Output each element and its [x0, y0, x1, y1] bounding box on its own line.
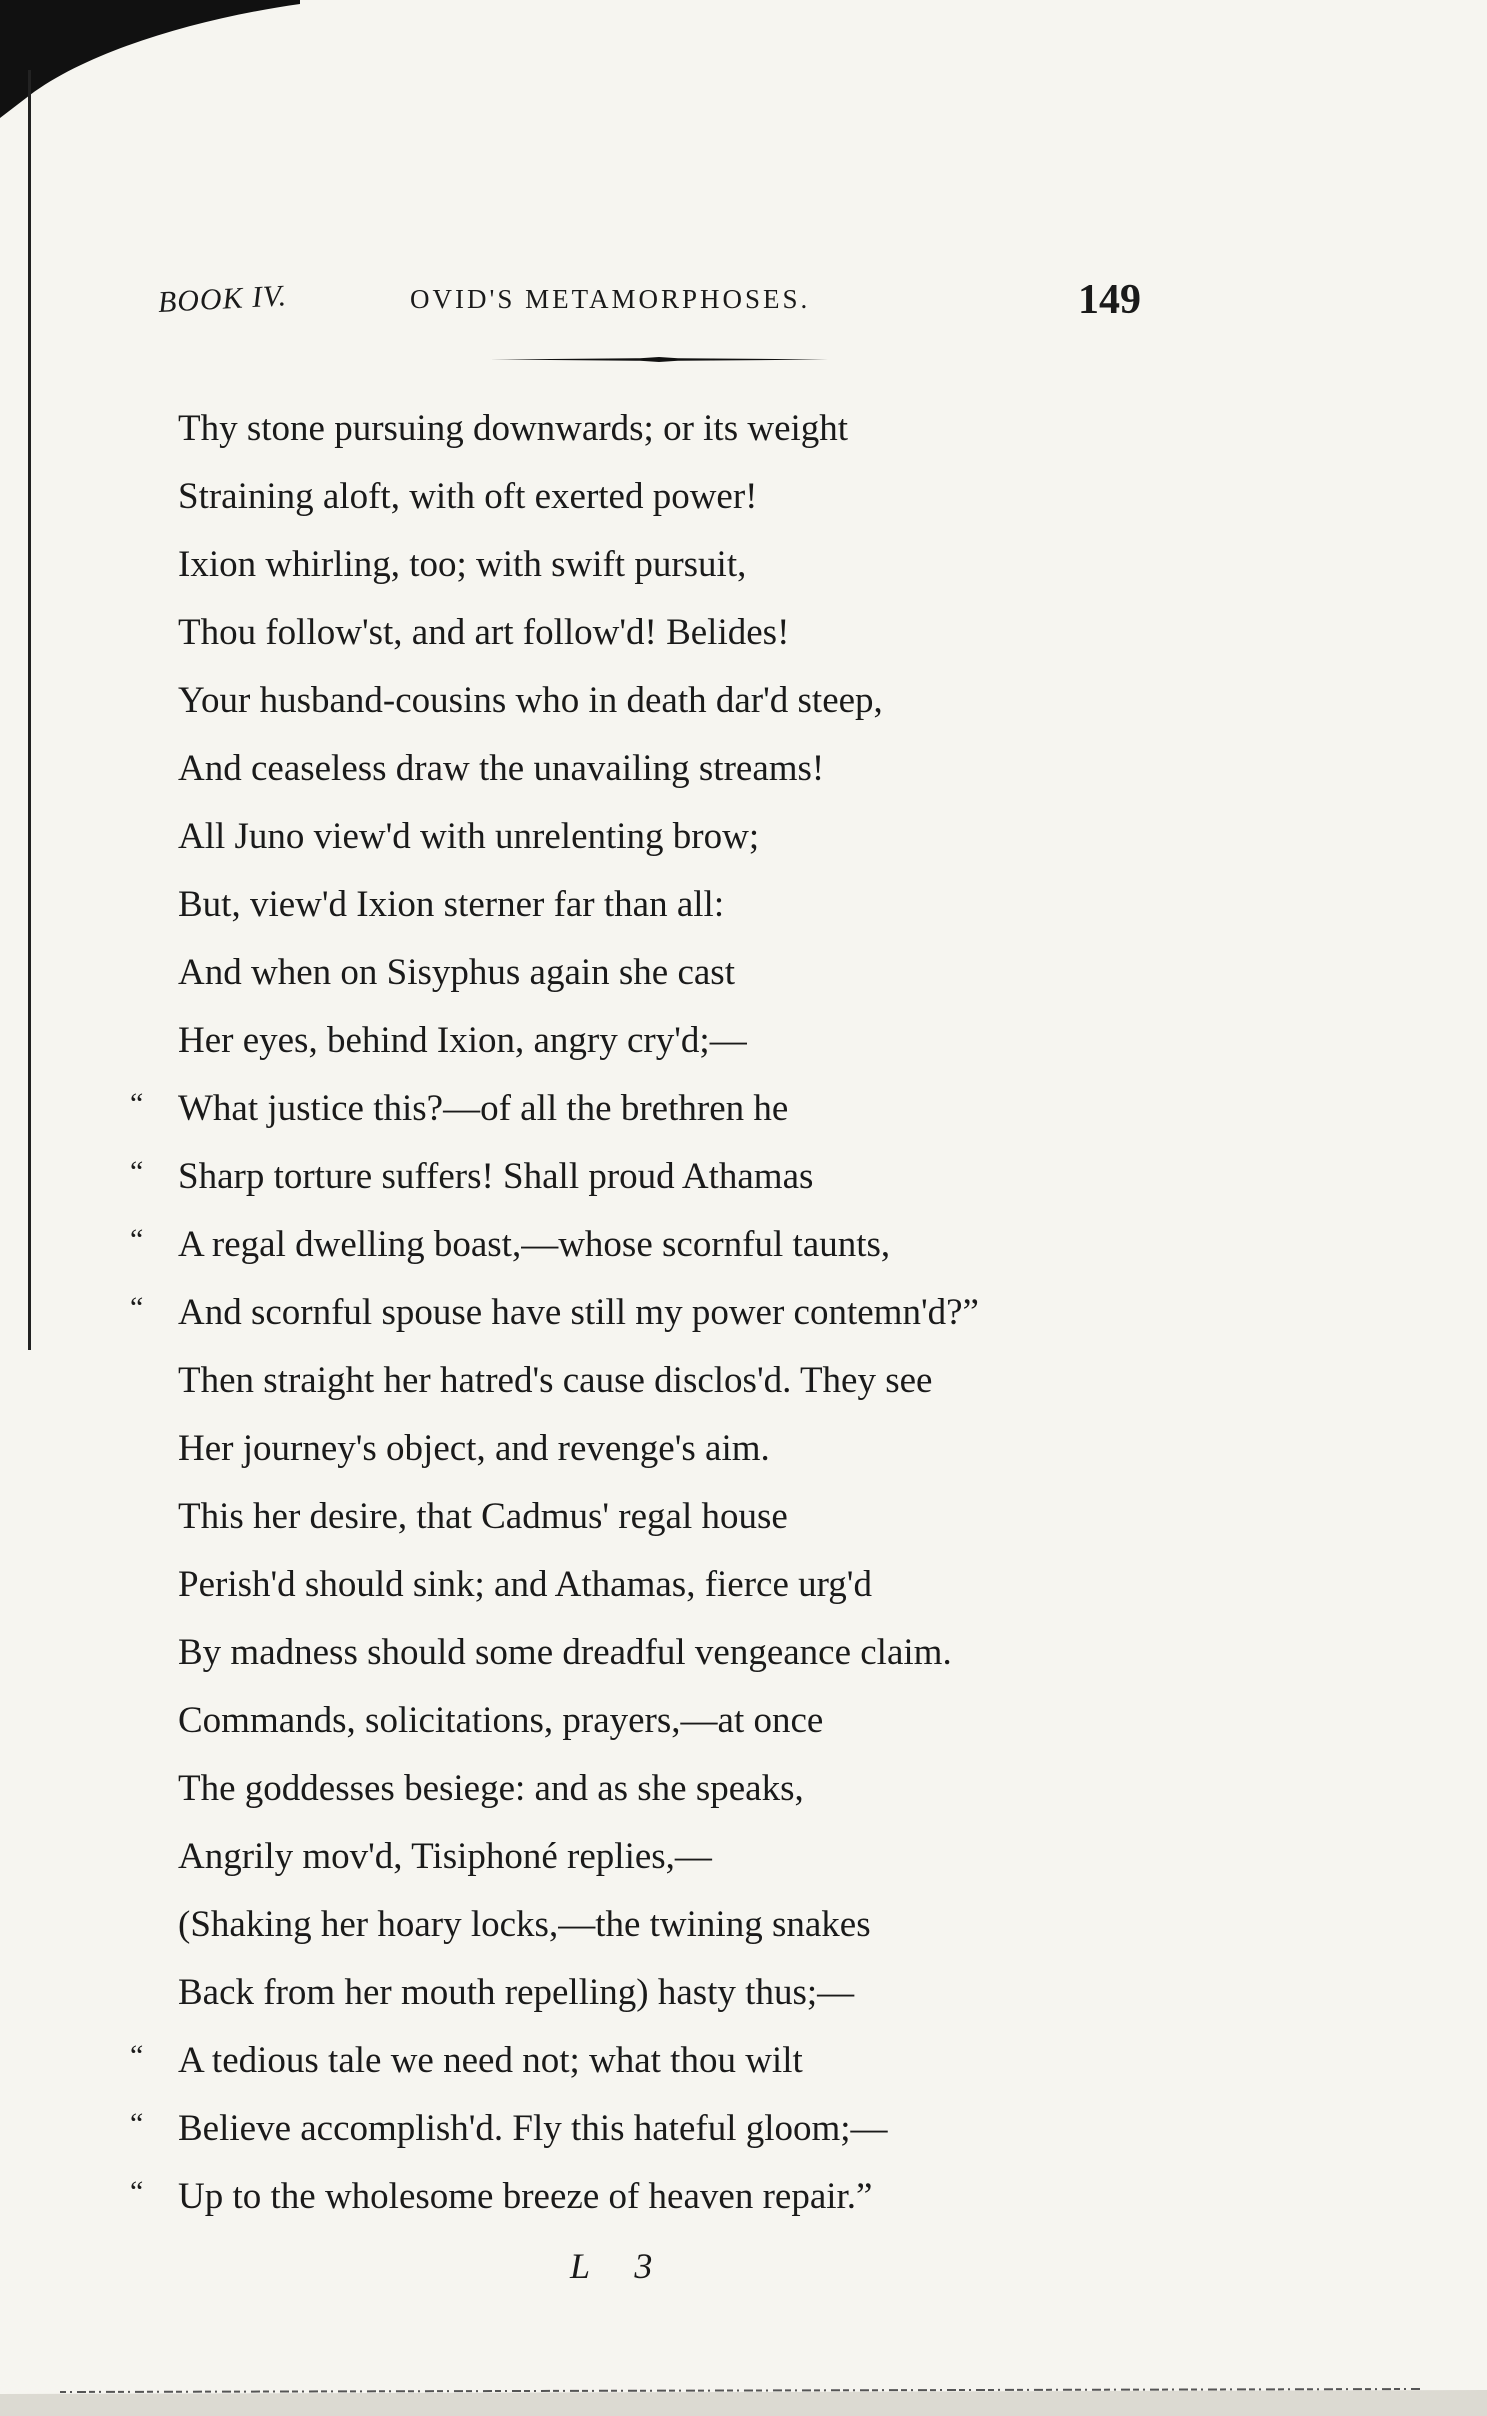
verse-text: This her desire, that Cadmus' regal house — [178, 1496, 788, 1537]
verse-text: Believe accomplish'd. Fly this hateful gloom;— — [178, 2108, 888, 2149]
verse-line — [130, 1143, 1130, 1211]
verse-text: Sharp torture suffers! Shall proud Athamas — [178, 1156, 814, 1197]
verse-body — [130, 395, 1130, 2231]
verse-text: Straining aloft, with oft exerted power! — [178, 476, 758, 517]
open-quote: “ — [130, 1087, 144, 1120]
verse-text: But, view'd Ixion sterner far than all: — [178, 884, 725, 925]
verse-line — [130, 871, 1130, 939]
verse-line — [130, 1687, 1130, 1755]
verse-text: Her journey's object, and revenge's aim. — [178, 1428, 770, 1469]
verse-line — [130, 1483, 1130, 1551]
verse-line — [130, 2027, 1130, 2095]
verse-text: Perish'd should sink; and Athamas, fierce urg'd — [178, 1564, 872, 1605]
page-bottom-edge — [0, 2380, 1487, 2416]
verse-line — [130, 667, 1130, 735]
verse-text: And when on Sisyphus again she cast — [178, 952, 735, 993]
verse-text: All Juno view'd with unrelenting brow; — [178, 816, 760, 857]
verse-line — [130, 1823, 1130, 1891]
verse-text: The goddesses besiege: and as she speaks, — [178, 1768, 804, 1809]
verse-text: Up to the wholesome breeze of heaven repair.” — [178, 2176, 873, 2217]
verse-text: Back from her mouth repelling) hasty thus;— — [178, 1972, 855, 2013]
verse-text: What justice this?—of all the brethren he — [178, 1088, 789, 1129]
verse-line — [130, 1619, 1130, 1687]
verse-line — [130, 1007, 1130, 1075]
page-title: OVID'S METAMORPHOSES. — [410, 284, 811, 314]
verse-text: And ceaseless draw the unavailing streams! — [178, 748, 825, 789]
book-label: BOOK IV. — [157, 279, 288, 319]
verse-text: And scornful spouse have still my power contemn'd?” — [178, 1292, 979, 1333]
verse-text: Her eyes, behind Ixion, angry cry'd;— — [178, 1020, 747, 1061]
verse-text: A regal dwelling boast,—whose scornful taunts, — [178, 1224, 891, 1265]
verse-line — [130, 1551, 1130, 1619]
open-quote: “ — [130, 1223, 144, 1256]
verse-text: (Shaking her hoary locks,—the twining snakes — [178, 1904, 871, 1945]
verse-text: Thou follow'st, and art follow'd! Belides! — [178, 612, 790, 653]
open-quote: “ — [130, 1291, 144, 1324]
verse-line — [130, 1959, 1130, 2027]
verse-text: Your husband-cousins who in death dar'd steep, — [178, 680, 883, 721]
verse-text: Angrily mov'd, Tisiphoné replies,— — [178, 1836, 712, 1877]
verse-line — [130, 463, 1130, 531]
verse-line — [130, 1415, 1130, 1483]
binding-shadow — [0, 0, 300, 130]
verse-line — [130, 599, 1130, 667]
page-edge-rule — [28, 70, 31, 1350]
open-quote: “ — [130, 1155, 144, 1188]
verse-line — [130, 395, 1130, 463]
verse-line — [130, 531, 1130, 599]
signature-mark: L 3 — [570, 2246, 671, 2286]
verse-line — [130, 803, 1130, 871]
verse-line — [130, 939, 1130, 1007]
verse-line — [130, 1075, 1130, 1143]
verse-line — [130, 1891, 1130, 1959]
verse-text: Then straight her hatred's cause disclos'd. They see — [178, 1360, 933, 1401]
verse-line — [130, 1211, 1130, 1279]
open-quote: “ — [130, 2175, 144, 2208]
verse-text: Thy stone pursuing downwards; or its weight — [178, 408, 849, 449]
verse-line — [130, 735, 1130, 803]
verse-line — [130, 2163, 1130, 2231]
running-head — [0, 277, 1487, 330]
page-number: 149 — [1078, 277, 1141, 323]
open-quote: “ — [130, 2107, 144, 2140]
open-quote: “ — [130, 2039, 144, 2072]
verse-line — [130, 1755, 1130, 1823]
verse-text: Commands, solicitations, prayers,—at once — [178, 1700, 824, 1741]
head-rule — [490, 357, 828, 362]
verse-line — [130, 1279, 1130, 1347]
verse-text: By madness should some dreadful vengeance claim. — [178, 1632, 952, 1673]
verse-text: Ixion whirling, too; with swift pursuit, — [178, 544, 747, 585]
verse-line — [130, 2095, 1130, 2163]
verse-line — [130, 1347, 1130, 1415]
verse-text: A tedious tale we need not; what thou wilt — [178, 2040, 803, 2081]
